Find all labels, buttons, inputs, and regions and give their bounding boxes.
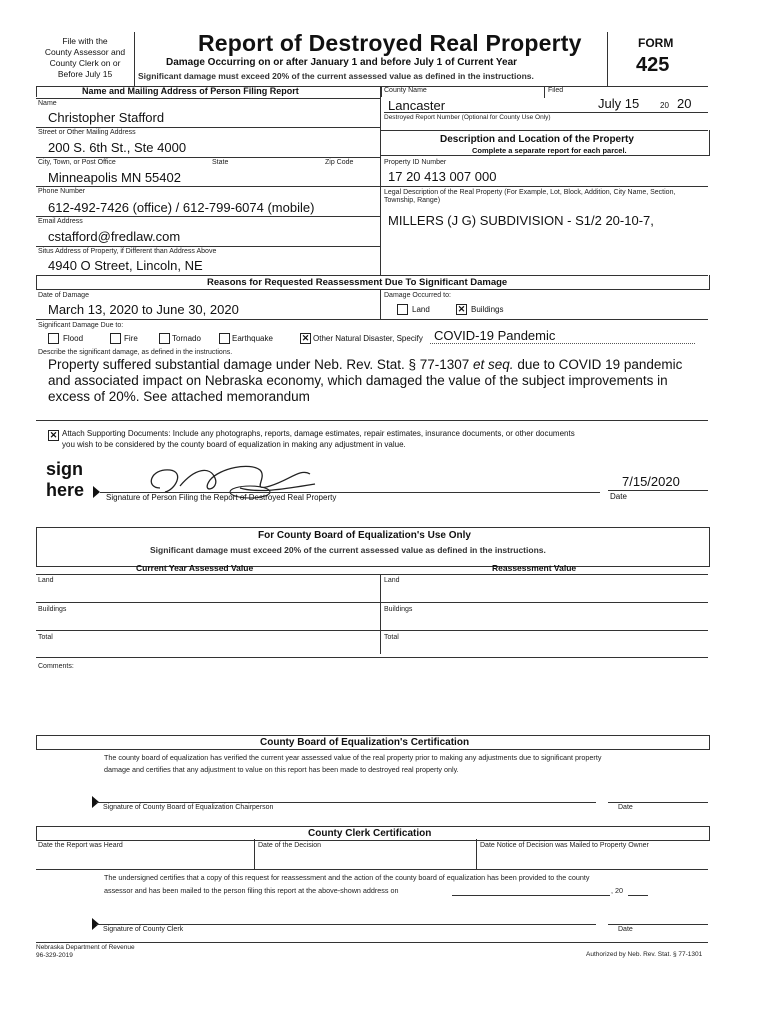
other-checkbox[interactable]: ✕	[301, 333, 310, 343]
form-number: 425	[636, 54, 670, 76]
clerk-sig-label: Signature of County Clerk	[103, 926, 184, 933]
county-use-title: For County Board of Equalization's Use Only	[258, 530, 471, 541]
file-with-line: Before July 15	[57, 69, 113, 79]
report-number-label: Destroyed Report Number (Optional for County Use Only)	[384, 114, 551, 121]
clerk-cert-text-2-end: , 20	[611, 886, 623, 895]
board-cert-text-2: damage and certifies that any adjustment to value on this report has been made to destroyed real property only.	[104, 765, 459, 774]
phone-value[interactable]: 612-492-7426 (office) / 612-799-6074 (mobile)	[48, 200, 315, 215]
file-with-line: County Clerk on or	[49, 58, 121, 68]
city-value[interactable]: Minneapolis MN 55402	[48, 170, 181, 185]
divider	[607, 32, 608, 86]
legal-value[interactable]: MILLERS (J G) SUBDIVISION - S1/2 20-10-7,	[388, 213, 654, 228]
property-id-label: Property ID Number	[384, 159, 447, 166]
other-value[interactable]: COVID-19 Pandemic	[434, 328, 556, 343]
damage-date-value[interactable]: March 13, 2020 to June 30, 2020	[48, 302, 239, 317]
sign-date-value[interactable]: 7/15/2020	[622, 474, 680, 489]
buildings-label: Buildings	[471, 305, 504, 314]
desc-sub: Complete a separate report for each parcel.	[472, 146, 627, 155]
situs-value[interactable]: 4940 O Street, Lincoln, NE	[48, 258, 203, 273]
fire-label: Fire	[124, 334, 138, 343]
page-title: Report of Destroyed Real Property	[198, 30, 582, 56]
occurred-label: Damage Occurred to:	[384, 292, 451, 299]
board-date-label: Date	[618, 804, 633, 811]
clerk-cert-title: County Clerk Certification	[308, 828, 432, 839]
property-id-value[interactable]: 17 20 413 007 000	[388, 169, 497, 184]
signature-label: Signature of Person Filing the Report of Destroyed Real Property	[106, 493, 337, 502]
describe-text: due to COVID 19 pandemic	[517, 357, 683, 372]
attach-line-2: you wish to be considered by the county board of equalization in making any adjustment in value.	[62, 440, 406, 449]
comments-label: Comments:	[38, 663, 74, 670]
board-sig-label: Signature of County Board of Equalization Chairperson	[103, 804, 274, 811]
clerk-cert-text-2: assessor and has been mailed to the person filing this report at the above-shown address on	[104, 886, 399, 895]
describe-label: Describe the significant damage, as defined in the instructions.	[38, 349, 233, 356]
filed-date[interactable]: July 15	[598, 96, 640, 111]
file-with-line: County Assessor and	[44, 47, 126, 57]
file-with-line: File with the	[62, 36, 108, 46]
due-to-label: Significant Damage Due to:	[38, 322, 124, 329]
name-label: Name	[38, 100, 57, 107]
board-cert-title: County Board of Equalization's Certification	[260, 737, 470, 748]
form-label: FORM	[638, 36, 674, 50]
earthquake-label: Earthquake	[232, 334, 273, 343]
describe-text: and associated impact on Nebraska economy, which damaged the value of the subject improvements in	[48, 373, 668, 388]
describe-italic: et seq.	[473, 357, 514, 372]
footer-dept: Nebraska Department of Revenue	[36, 944, 135, 951]
attach-checkbox[interactable]: ✕	[49, 430, 58, 440]
cu-buildings-label-right: Buildings	[384, 606, 413, 613]
flood-checkbox[interactable]	[48, 333, 59, 344]
cu-buildings-label: Buildings	[38, 606, 67, 613]
sign-word: sign	[46, 459, 84, 479]
reasons-title: Reasons for Requested Reassessment Due To Significant Damage	[207, 277, 508, 288]
footer-authorized: Authorized by Neb. Rev. Stat. § 77-1301	[586, 951, 703, 958]
tornado-label: Tornado	[172, 334, 201, 343]
state-label: State	[212, 159, 229, 166]
sign-date-label: Date	[610, 492, 627, 501]
cu-land-label-right: Land	[384, 577, 400, 584]
filed-year[interactable]: 20	[677, 96, 692, 111]
other-label: Other Natural Disaster, Specify	[313, 334, 423, 343]
cu-total-label: Total	[38, 634, 53, 641]
heard-label: Date the Report was Heard	[38, 842, 123, 849]
street-label: Street or Other Mailing Address	[38, 129, 136, 136]
current-value-label: Current Year Assessed Value	[136, 563, 254, 573]
county-name-value[interactable]: Lancaster	[388, 98, 446, 113]
street-value[interactable]: 200 S. 6th St., Ste 4000	[48, 140, 187, 155]
phone-label: Phone Number	[38, 188, 86, 195]
situs-label: Situs Address of Property, if Different than Address Above	[38, 248, 217, 255]
describe-text: excess of 20%. See attached memorandum	[48, 389, 310, 404]
county-name-label: County Name	[384, 87, 427, 94]
file-with-note	[36, 36, 134, 80]
buildings-checkbox[interactable]: ✕	[457, 304, 466, 314]
cu-land-label: Land	[38, 577, 54, 584]
zip-label: Zip Code	[325, 159, 354, 166]
damage-date-label: Date of Damage	[38, 292, 89, 299]
email-label: Email Address	[38, 218, 83, 225]
fire-checkbox[interactable]	[110, 333, 121, 344]
clerk-date-label: Date	[618, 926, 633, 933]
divider	[134, 32, 135, 86]
significant-note: Significant damage must exceed 20% of the current assessed value as defined in the instructions.	[138, 71, 534, 81]
board-cert-text-1: The county board of equalization has verified the current year assessed value of the real property prior to making any adjustments due to significant property	[104, 753, 602, 762]
legal-label: Legal Description of the Real Property (For Example, Lot, Block, Addition, City Name, Section, Township, Range)	[384, 189, 676, 204]
desc-title: Description and Location of the Property	[440, 134, 634, 145]
land-checkbox[interactable]	[397, 304, 408, 315]
page-subtitle: Damage Occurring on or after January 1 and before July 1 of Current Year	[166, 57, 518, 68]
earthquake-checkbox[interactable]	[219, 333, 230, 344]
flood-label: Flood	[63, 334, 84, 343]
describe-value[interactable]	[48, 357, 708, 405]
notice-label: Date Notice of Decision was Mailed to Property Owner	[480, 842, 649, 849]
land-label: Land	[412, 305, 430, 314]
tornado-checkbox[interactable]	[159, 333, 170, 344]
email-value[interactable]: cstafford@fredlaw.com	[48, 229, 181, 244]
county-use-significant: Significant damage must exceed 20% of the current assessed value as defined in the instructions.	[150, 545, 546, 555]
clerk-cert-text-1: The undersigned certifies that a copy of this request for reassessment and the action of the county board of equalization has been provided to the county	[104, 873, 590, 882]
here-word: here	[46, 480, 85, 500]
city-label: City, Town, or Post Office	[38, 159, 116, 166]
describe-text: Property suffered substantial damage under Neb. Rev. Stat. § 77-1307	[48, 357, 470, 372]
name-value[interactable]: Christopher Stafford	[48, 110, 165, 125]
cu-total-label-right: Total	[384, 634, 399, 641]
filer-section-title: Name and Mailing Address of Person Filing Report	[82, 86, 299, 96]
reassess-value-label: Reassessment Value	[492, 563, 577, 573]
filed-label: Filed	[548, 87, 564, 94]
footer-code: 96-329-2019	[36, 952, 73, 959]
sign-arrow-icon	[93, 486, 100, 498]
decision-label: Date of the Decision	[258, 842, 322, 849]
attach-line-1: Attach Supporting Documents: Include any photographs, reports, damage estimates, repair estimates, insurance documents, or other documents	[62, 429, 575, 438]
filed-20: 20	[660, 101, 669, 110]
